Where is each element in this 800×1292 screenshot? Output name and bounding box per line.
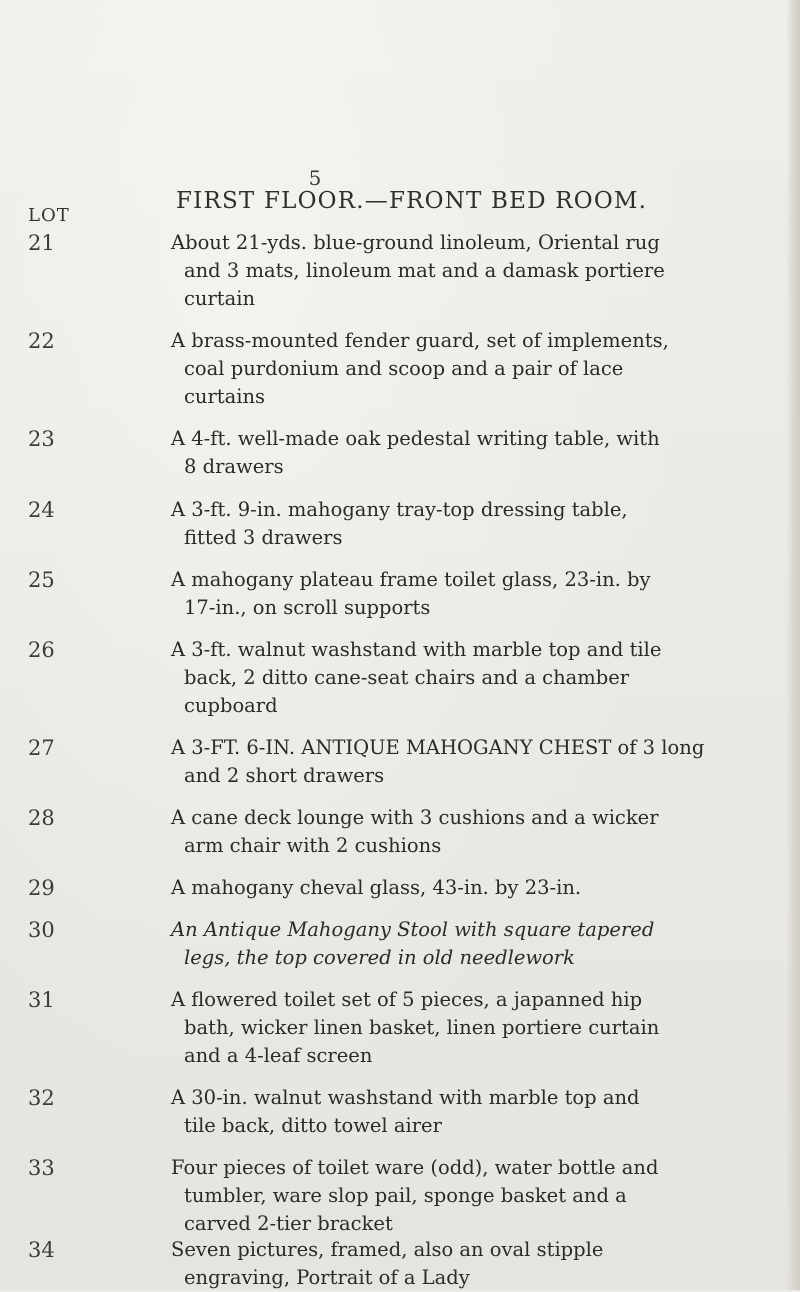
lot-description-line: A cane deck lounge with 3 cushions and a wicker bbox=[171, 806, 659, 829]
lot-description bbox=[171, 1154, 774, 1238]
lot-column-label: LOT bbox=[28, 205, 70, 226]
lot-description-line: A 30-in. walnut washstand with marble top and bbox=[171, 1086, 640, 1109]
lot-description bbox=[171, 1236, 774, 1292]
lot-description-line: fitted 3 drawers bbox=[184, 526, 343, 549]
lot-number: 33 bbox=[28, 1156, 55, 1180]
lot-description bbox=[171, 874, 774, 902]
lot-description-line: An Antique Mahogany Stool with square tapered bbox=[171, 918, 655, 941]
lot-description-line: engraving, Portrait of a Lady bbox=[184, 1266, 470, 1289]
lot-description-line: Four pieces of toilet ware (odd), water bottle and bbox=[171, 1156, 659, 1179]
lot-description-line: tile back, ditto towel airer bbox=[184, 1114, 442, 1137]
lot-number: 31 bbox=[28, 988, 55, 1012]
lot-number: 29 bbox=[28, 876, 55, 900]
lot-description-line: cupboard bbox=[184, 694, 278, 717]
lot-description-line: legs, the top covered in old needlework bbox=[184, 946, 575, 969]
lot-description-line: 8 drawers bbox=[184, 455, 284, 478]
lot-description bbox=[171, 229, 774, 313]
lot-number: 34 bbox=[28, 1238, 55, 1262]
lot-number: 28 bbox=[28, 806, 55, 830]
lot-description-line: bath, wicker linen basket, linen portiere curtain bbox=[184, 1016, 660, 1039]
page-heading: FIRST FLOOR.—FRONT BED ROOM. bbox=[176, 188, 648, 214]
lot-description-line: A 4-ft. well-made oak pedestal writing table, with bbox=[171, 427, 660, 450]
page-number: 5 bbox=[308, 166, 322, 190]
lot-description-line: and a 4-leaf screen bbox=[184, 1044, 373, 1067]
lot-number: 21 bbox=[28, 231, 55, 255]
lot-description-line: curtain bbox=[184, 287, 256, 310]
lot-description bbox=[171, 734, 774, 790]
lot-description-line: A flowered toilet set of 5 pieces, a japanned hip bbox=[171, 988, 643, 1011]
lot-number: 25 bbox=[28, 568, 55, 592]
lot-description-line: curtains bbox=[184, 385, 266, 408]
lot-number: 24 bbox=[28, 498, 55, 522]
lot-description bbox=[171, 496, 774, 552]
lot-description-line: arm chair with 2 cushions bbox=[184, 834, 442, 857]
lot-description bbox=[171, 327, 774, 411]
lot-description bbox=[171, 566, 774, 622]
lot-description-line: A mahogany plateau frame toilet glass, 23-in. by bbox=[171, 568, 651, 591]
lot-description-line: and 2 short drawers bbox=[184, 764, 385, 787]
lot-description bbox=[171, 1084, 774, 1140]
lot-description-line: A mahogany cheval glass, 43-in. by 23-in. bbox=[171, 876, 582, 899]
lot-description-line: back, 2 ditto cane-seat chairs and a chamber bbox=[184, 666, 630, 689]
lot-number: 26 bbox=[28, 638, 55, 662]
lot-description-line: tumbler, ware slop pail, sponge basket and a bbox=[184, 1184, 627, 1207]
lot-description bbox=[171, 636, 774, 720]
lot-description bbox=[171, 916, 774, 972]
lot-description-line: carved 2-tier bracket bbox=[184, 1212, 393, 1235]
lot-number: 32 bbox=[28, 1086, 55, 1110]
lot-description-line: A 3-FT. 6-IN. ANTIQUE MAHOGANY CHEST of 3 long bbox=[171, 736, 705, 759]
lot-description-line: coal purdonium and scoop and a pair of lace bbox=[184, 357, 624, 380]
lot-description-line: Seven pictures, framed, also an oval stipple bbox=[171, 1238, 604, 1261]
lot-number: 23 bbox=[28, 427, 55, 451]
lot-description-line: A brass-mounted fender guard, set of implements, bbox=[171, 329, 669, 352]
lot-description-line: and 3 mats, linoleum mat and a damask portiere bbox=[184, 259, 665, 282]
lot-description bbox=[171, 804, 774, 860]
lot-number: 22 bbox=[28, 329, 55, 353]
lot-number: 27 bbox=[28, 736, 55, 760]
lot-description-line: About 21-yds. blue-ground linoleum, Oriental rug bbox=[171, 231, 660, 254]
lot-description-line: 17-in., on scroll supports bbox=[184, 596, 431, 619]
lot-description bbox=[171, 986, 774, 1070]
lot-description-line: A 3-ft. 9-in. mahogany tray-top dressing table, bbox=[171, 498, 628, 521]
lot-description bbox=[171, 425, 774, 481]
lot-description-line: A 3-ft. walnut washstand with marble top and tile bbox=[171, 638, 662, 661]
lot-number: 30 bbox=[28, 918, 55, 942]
